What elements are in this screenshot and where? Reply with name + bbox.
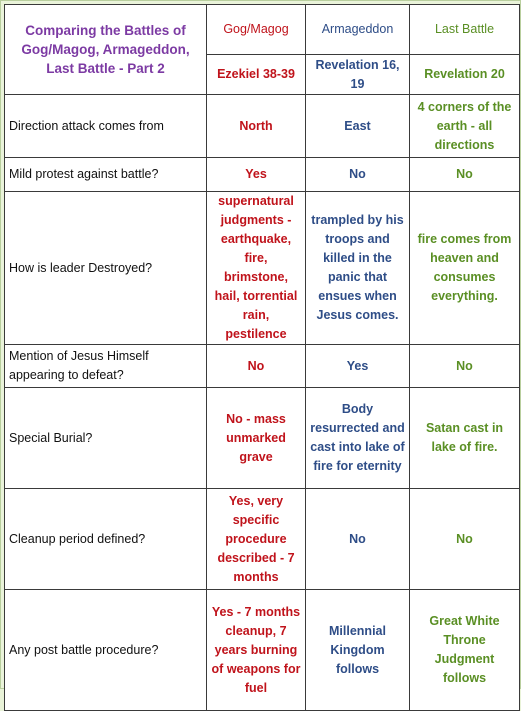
row-label: Mention of Jesus Himself appearing to defeat? (5, 345, 207, 388)
column-header-armageddon: Armageddon (306, 5, 410, 55)
row-label: Cleanup period defined? (5, 489, 207, 590)
row-label: Any post battle procedure? (5, 590, 207, 711)
cell-gog-magog: North (207, 95, 306, 158)
table-row-cleanup (5, 489, 520, 590)
cell-gog-magog: Yes (207, 158, 306, 192)
column-header-gog-magog: Gog/Magog (207, 5, 306, 55)
cell-armageddon: Millennial Kingdom follows (306, 590, 410, 711)
table-row-protest (5, 158, 520, 192)
cell-armageddon: Body resurrected and cast into lake of fire for eternity (306, 388, 410, 489)
cell-last-battle: fire comes from heaven and consumes everything. (410, 192, 520, 345)
cell-last-battle: Revelation 20 (410, 55, 520, 95)
table-row-direction (5, 95, 520, 158)
cell-gog-magog: No (207, 345, 306, 388)
cell-last-battle: Great White Throne Judgment follows (410, 590, 520, 711)
cell-armageddon: No (306, 158, 410, 192)
table-title: Comparing the Battles of Gog/Magog, Armageddon, Last Battle - Part 2 (5, 5, 207, 95)
row-label: Mild protest against battle? (5, 158, 207, 192)
cell-last-battle: No (410, 489, 520, 590)
table-row-leader-destroyed (5, 192, 520, 345)
cell-gog-magog: supernatural judgments - earthquake, fire, brimstone, hail, torrential rain, pestilence (207, 192, 306, 345)
column-header-last-battle: Last Battle (410, 5, 520, 55)
cell-gog-magog: Yes - 7 months cleanup, 7 years burning of weapons for fuel (207, 590, 306, 711)
comparison-table (4, 4, 520, 711)
table-row-jesus-appearing (5, 345, 520, 388)
cell-armageddon: No (306, 489, 410, 590)
cell-gog-magog: No - mass unmarked grave (207, 388, 306, 489)
table-row-post-battle (5, 590, 520, 711)
cell-last-battle: No (410, 158, 520, 192)
cell-armageddon: East (306, 95, 410, 158)
cell-armageddon: Yes (306, 345, 410, 388)
cell-last-battle: 4 corners of the earth - all directions (410, 95, 520, 158)
cell-last-battle: No (410, 345, 520, 388)
cell-armageddon: Revelation 16, 19 (306, 55, 410, 95)
cell-last-battle: Satan cast in lake of fire. (410, 388, 520, 489)
table-row-special-burial (5, 388, 520, 489)
row-label: Special Burial? (5, 388, 207, 489)
cell-gog-magog: Yes, very specific procedure described - 7 months (207, 489, 306, 590)
header-row (5, 5, 520, 55)
row-label: Direction attack comes from (5, 95, 207, 158)
cell-gog-magog: Ezekiel 38-39 (207, 55, 306, 95)
cell-armageddon: trampled by his troops and killed in the panic that ensues when Jesus comes. (306, 192, 410, 345)
row-label: How is leader Destroyed? (5, 192, 207, 345)
